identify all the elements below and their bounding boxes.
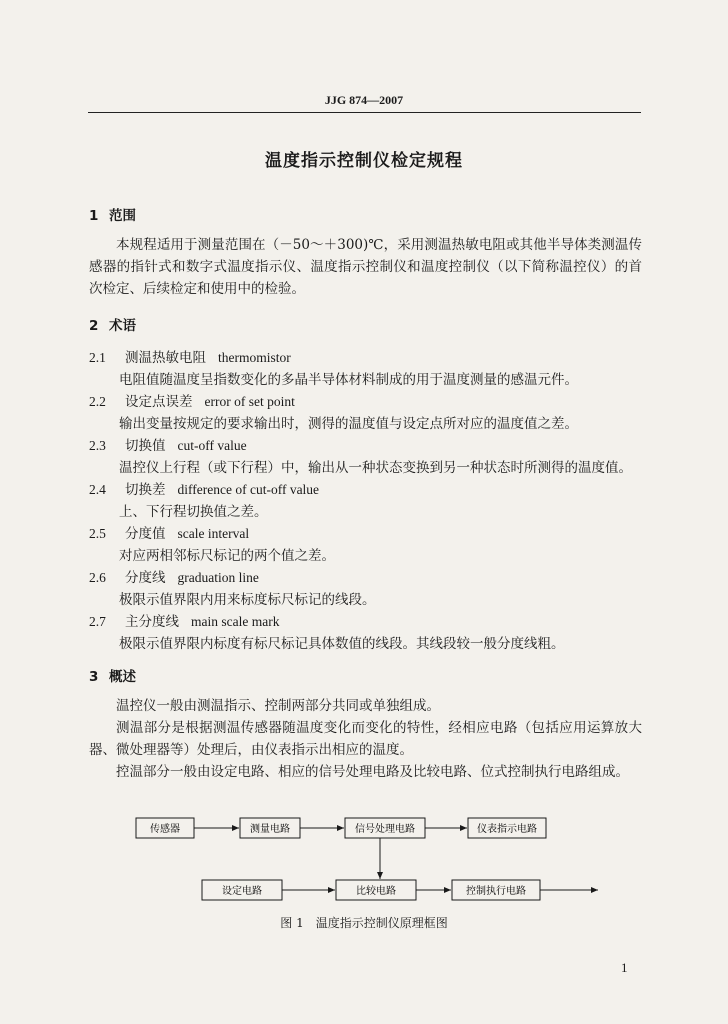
term-english: scale interval (177, 526, 250, 541)
term-english: graduation line (177, 570, 259, 585)
term-english: error of set point (204, 394, 295, 409)
term-definition: 上、下行程切换值之差。 (119, 504, 268, 520)
section-3-paragraph-3: 控温部分一般由设定电路、相应的信号处理电路及比较电路、位式控制执行电路组成。 (116, 764, 629, 780)
control-circuit-label: 控制执行电路 (466, 886, 526, 897)
term-definition: 输出变量按规定的要求输出时，测得的温度值与设定点所对应的温度值之差。 (119, 416, 578, 432)
term-number: 2.3 (89, 438, 106, 453)
block-diagram (0, 812, 728, 912)
term-definition: 电阻值随温度呈指数变化的多晶半导体材料制成的用于温度测量的感温元件。 (119, 372, 578, 388)
section-2-heading (89, 314, 136, 334)
term-number: 2.2 (89, 394, 106, 409)
term-definition: 温控仪上行程（或下行程）中，输出从一种状态变换到另一种状态时所测得的温度值。 (119, 460, 632, 476)
section-3-paragraph-2: 测温部分是根据测温传感器随温度变化而变化的特性，经相应电路（包括应用运算放大器、微处理器等）处理后，由仪表指示出相应的温度。 (89, 720, 642, 758)
term-item (89, 478, 319, 498)
term-item (89, 566, 259, 586)
term-english: cut-off value (177, 438, 247, 453)
term-chinese: 切换差 (125, 482, 166, 498)
term-number: 2.7 (89, 614, 106, 629)
document-title: 温度指示控制仪检定规程 (265, 151, 463, 171)
term-english: main scale mark (191, 614, 280, 629)
page-number: 1 (621, 960, 628, 975)
figure-number: 图 1 (280, 916, 304, 930)
term-item (89, 346, 291, 366)
term-chinese: 切换值 (125, 438, 166, 454)
standard-code: JJG 874—2007 (324, 93, 404, 107)
sensor-label: 传感器 (150, 824, 180, 835)
term-chinese: 测温热敏电阻 (125, 350, 206, 366)
term-definition: 极限示值界限内用来标度标尺标记的线段。 (119, 592, 376, 608)
section-3-title: 概述 (109, 669, 136, 685)
term-item (89, 522, 249, 542)
term-definition: 极限示值界限内标度有标尺标记具体数值的线段。其线段较一般分度线粗。 (119, 636, 565, 652)
header-rule (88, 112, 641, 113)
term-chinese: 设定点误差 (125, 394, 193, 410)
section-3-heading (89, 665, 136, 685)
section-1-title: 范围 (109, 208, 136, 224)
term-chinese: 分度值 (125, 526, 166, 542)
figure-title: 温度指示控制仪原理框图 (315, 916, 448, 930)
term-item (89, 434, 247, 454)
measure-circuit-label: 测量电路 (250, 824, 290, 835)
setpoint-circuit-label: 设定电路 (222, 886, 262, 897)
term-item (89, 390, 295, 410)
section-1-number: 1 (89, 208, 99, 224)
term-number: 2.5 (89, 526, 106, 541)
section-2-number: 2 (89, 318, 99, 334)
term-number: 2.4 (89, 482, 106, 497)
section-3-paragraph-1: 温控仪一般由测温指示、控制两部分共同或单独组成。 (116, 698, 440, 714)
signal-processing-label: 信号处理电路 (355, 824, 415, 835)
term-chinese: 分度线 (125, 570, 166, 586)
section-2-title: 术语 (109, 318, 136, 334)
compare-circuit-label: 比较电路 (356, 886, 396, 897)
term-english: difference of cut-off value (177, 482, 320, 497)
term-number: 2.6 (89, 570, 106, 585)
term-number: 2.1 (89, 350, 106, 365)
section-3-number: 3 (89, 669, 99, 685)
term-chinese: 主分度线 (125, 614, 179, 630)
figure-caption (0, 914, 728, 931)
section-1-text: 本规程适用于测量范围在（－50～＋300)℃，采用测温热敏电阻或其他半导体类测温传感器的指针式和数字式温度指示仪、温度指示控制仪和温度控制仪（以下简称温控仪）的首次检定、后续检定和使用中的检验。 (89, 237, 642, 297)
term-english: thermomistor (218, 350, 291, 365)
section-1-heading (89, 204, 136, 224)
term-definition: 对应两相邻标尺标记的两个值之差。 (119, 548, 335, 564)
display-circuit-label: 仪表指示电路 (477, 824, 537, 835)
term-item (89, 610, 279, 630)
